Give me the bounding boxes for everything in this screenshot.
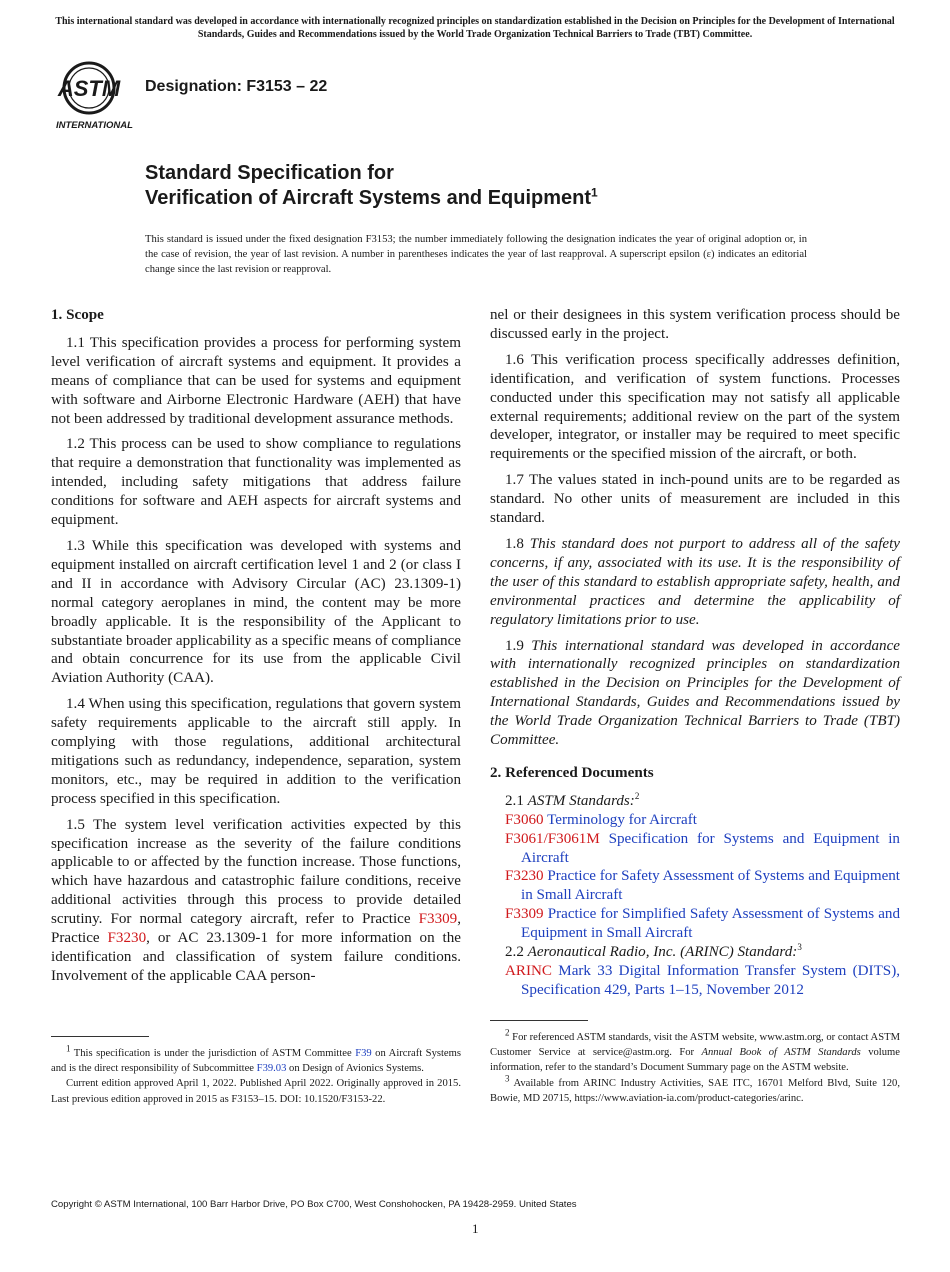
top-notice: This international standard was developed in accordance with internationally recognized principles on standardization established in the Decision on Principles for the Development of International Standards, Guides and Recommendations issued by the World Trade Organization Technical Barriers to Trade (TBT) Committee. [55,16,895,40]
para-1-5: 1.5 The system level verification activities expected by this specification increase as the severity of the failure conditions applicable to or affected by the function increase. Those functions, which have hazardous and catastrophic failure conditions, receive additional activities through this process to provide detailed scrutiny. For normal category aircraft, refer to Practice F3309, Practice F3230, or AC 23.1309-1 for more information on the identification and classification of system failure conditions. Involvement of the applicable CAA person- [51,816,461,984]
footnote-3: $^3$ Available from ARINC Industry Activities, SAE ITC, 16701 Melford Blvd, Suite 120, Bowie, MD 20715, https://www.aviation-ia.com/product-categories/arinc. [490,1073,900,1104]
ref-item-f3060[interactable]: F3060 Terminology for Aircraft [505,811,697,828]
footnote-rule-left [51,1036,149,1037]
committee-link-f39[interactable]: F39 [355,1048,372,1059]
ref-item-arinc[interactable]: ARINC Mark 33 Digital Information Transfer System (DITS), Specification 429, Parts 1–15, November 2012 [505,963,901,998]
title-line-2: Verification of Aircraft Systems and Equipment [145,187,592,209]
copyright-notice: Copyright © ASTM International, 100 Barr Harbor Drive, PO Box C700, West Conshohocken, PA 19428-2959. United States [51,1199,577,1210]
para-1-6: 1.6 This verification process specifically addresses definition, identification, and verification of system functions. Processes conducted under this specification may not satisfy all applicable external requirements; additional review on the part of the system developer, integrator, or installer may be required to meet specific requirements or the specified mission of the aircraft, or both. [490,351,900,463]
footnote-1-edition: Current edition approved April 1, 2022. Published April 2022. Originally approved in 2015. Last previous edition approved in 2015 as F3153–15. DOI: 10.1520/F3153-22. [51,1078,461,1105]
ref-link-f3230[interactable]: F3230 [107,930,147,947]
para-1-5-continued: nel or their designees in this system verification process should be discussed early in the project. [490,307,900,342]
para-1-7: 1.7 The values stated in inch-pound units are to be regarded as standard. No other units of measurement are included in this standard. [490,472,900,527]
issue-note: This standard is issued under the fixed designation F3153; the number immediately following the designation indicates the year of original adoption or, in the case of revision, the year of last revision. A number in parentheses indicates the year of last reapproval. A superscript epsilon (ε) indicates an editorial change since the last revision or reapproval. [145,234,807,276]
section-2-heading: 2. Referenced Documents [490,764,654,781]
title-line-1: Standard Specification for [145,162,394,184]
footnotes-right [490,1027,900,1106]
logo-sub: INTERNATIONAL [56,120,133,130]
left-column [51,306,461,993]
logo-mark: ASTM [57,76,121,101]
ref-item-f3230[interactable]: F3230 Practice for Safety Assessment of Systems and Equipment in Small Aircraft [505,868,901,904]
ref-item-f3309[interactable]: F3309 Practice for Simplified Safety Assessment of Systems and Equipment in Small Aircraft [505,906,900,942]
footnote-1: $^1$ This specification is under the jurisdiction of ASTM Committee F39 on Aircraft Systems and is the direct responsibility of Subcommittee F39.03 on Design of Avionics Systems. [51,1043,461,1075]
para-2-1: 2.1 ASTM Standards:$^2$ [505,790,640,809]
para-1-8: 1.8 This standard does not purport to address all of the safety concerns, if any, associated with its use. It is the responsibility of the user of this standard to establish appropriate safety, health, and environmental practices and determine the applicability of regulatory limitations prior to use. [490,535,901,628]
para-1-3: 1.3 While this specification was developed with systems and equipment installed on aircraft certification level 1 and 2 (or class I and II in accordance with Advisory Circular (AC) 23.1309-1) normal category aeroplanes in mind, the content may be more broadly applicable. It is the responsibility of the Applicant to substantiate broader applicability as a specific means of compliance and obtain concurrence for its use from the applicable Civil Aviation Authority (CAA). [51,537,461,687]
title-footnote-mark: 1 [591,185,598,200]
document-title [145,161,598,211]
para-1-4: 1.4 When using this specification, regulations that govern system safety requirements applicable to the aircraft still apply. In complying with those regulations, additional architectural mitigations such as redundancy, independence, separation, system monitors, etc., may be required in addition to the verification process specified in this specification. [51,696,461,807]
ref-link-f3309[interactable]: F3309 [418,911,458,928]
footnote-2: $^2$ For referenced ASTM standards, visit the ASTM website, www.astm.org, or contact ASTM Customer Service at service@astm.org. For Annual Book of ASTM Standards volume information, refer to the standard’s Document Summary page on the ASTM website. [490,1027,900,1074]
section-1-heading: 1. Scope [51,307,104,323]
ref-item-f3061[interactable]: F3061/F3061M Specification for Systems and Equipment in Aircraft [505,830,900,866]
para-1-9: 1.9 This international standard was developed in accordance with internationally recognized principles on standardization established in the Decision on Principles for the Development of International Standards, Guides and Recommendations issued by the World Trade Organization Technical Barriers to Trade (TBT) Committee. [490,637,901,749]
subcommittee-link-f39-03[interactable]: F39.03 [256,1063,287,1075]
para-1-1: 1.1 This specification provides a process for performing system level verification of aircraft systems and equipment. It provides a means of compliance that can be used for systems and equipment with software and Airborne Electronic Hardware (AEH) that have not been addressed by traditional development assurance methods. [51,334,461,427]
para-1-2: 1.2 This process can be used to show compliance to regulations that require a demonstration that functionality was implemented as intended, including safety mitigations that address failure conditions for software and AEH aspects for aircraft systems and equipment. [51,436,461,529]
right-column [490,306,900,1000]
astm-logo [55,58,135,130]
designation: Designation: F3153 – 22 [145,78,328,95]
footnote-rule-right [490,1020,588,1021]
page-number: 1 [472,1221,479,1236]
footnotes-left [51,1043,461,1107]
para-2-2: 2.2 Aeronautical Radio, Inc. (ARINC) Standard:$^3$ [505,942,802,961]
